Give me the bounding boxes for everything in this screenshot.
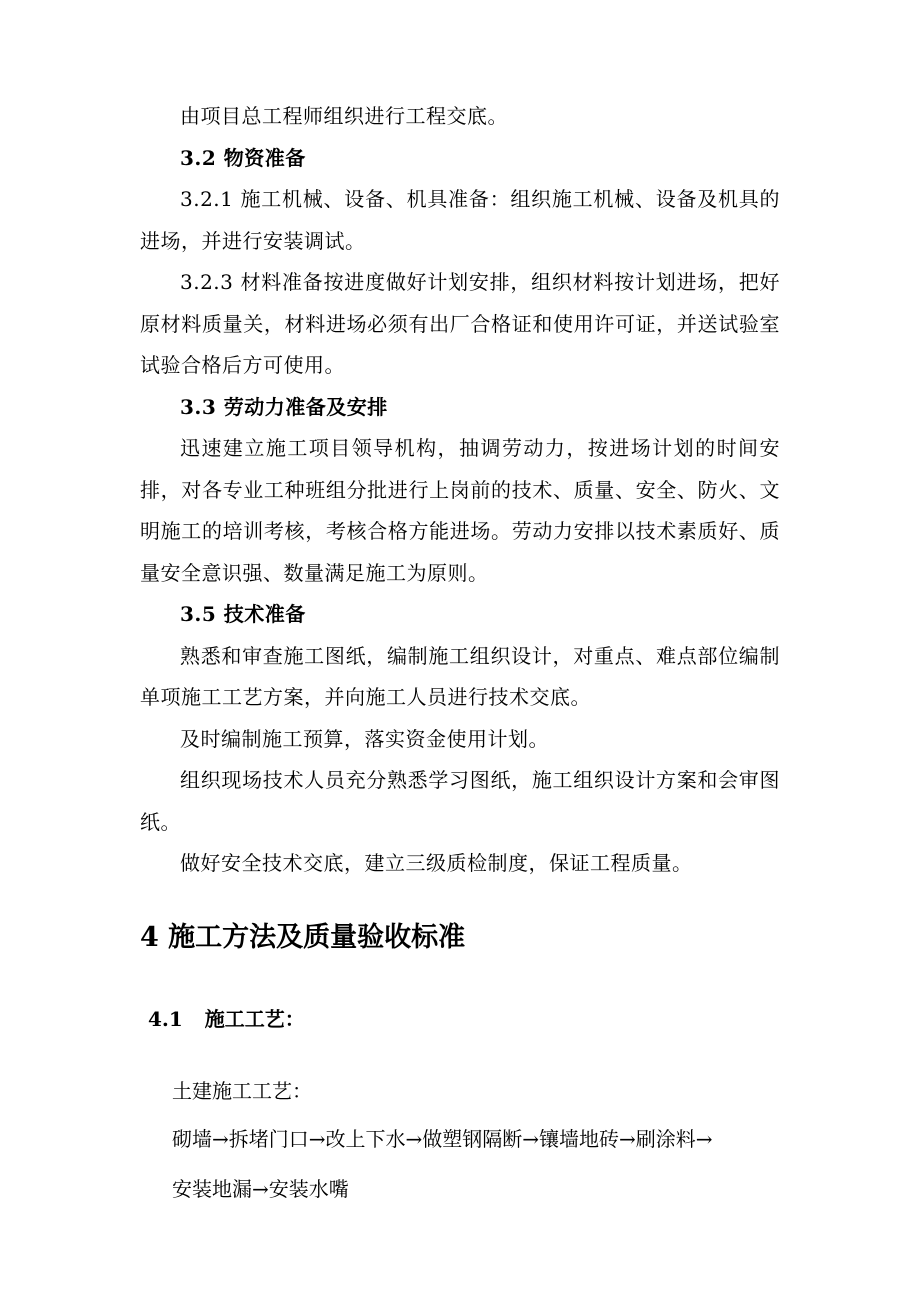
process-flow-line-1: 砌墙→拆堵门口→改上下水→做塑钢隔断→镶墙地砖→刷涂料→ [172,1127,713,1151]
heading-4-1 [148,1004,305,1034]
paragraph-3-5-c: 组织现场技术人员充分熟悉学习图纸，施工组织设计方案和会审图纸。 [140,768,780,834]
paragraph-3-3: 迅速建立施工项目领导机构，抽调劳动力，按进场计划的时间安排，对各专业工种班组分批进行上岗前的技术、质量、安全、防火、文明施工的培训考核，考核合格方能进场。劳动力安排以技术素质好、质量安全意识强、数量满足施工为原则。 [140,436,780,585]
heading-3-5: 3.5 技术准备 [180,602,306,626]
heading-3-2: 3.2 物资准备 [180,145,306,170]
heading-4: 4 施工方法及质量验收标准 [140,922,466,953]
civil-process-title: 土建施工工艺： [172,1079,312,1103]
paragraph-3-5-d: 做好安全技术交底，建立三级质检制度，保证工程质量。 [180,851,693,875]
paragraph-3-2-1: 3.2.1 施工机械、设备、机具准备：组织施工机械、设备及机具的进场，并进行安装调试。 [140,187,780,253]
paragraph-3-5-b: 及时编制施工预算，落实资金使用计划。 [180,726,549,751]
heading-4-1-title: 施工工艺： [204,1007,305,1031]
paragraph-intro: 由项目总工程师组织进行工程交底。 [180,104,508,128]
heading-3-3: 3.3 劳动力准备及安排 [180,394,388,419]
process-flow-line-2: 安装地漏→安装水嘴 [172,1177,349,1201]
heading-4-1-number: 4.1 [148,1007,183,1031]
paragraph-3-5-a: 熟悉和审查施工图纸，编制施工组织设计，对重点、难点部位编制单项施工工艺方案，并向施工人员进行技术交底。 [140,643,780,709]
document-page [140,96,780,1201]
paragraph-3-2-3: 3.2.3 材料准备按进度做好计划安排，组织材料按计划进场，把好原材料质量关，材料进场必须有出厂合格证和使用许可证，并送试验室试验合格后方可使用。 [140,270,780,377]
